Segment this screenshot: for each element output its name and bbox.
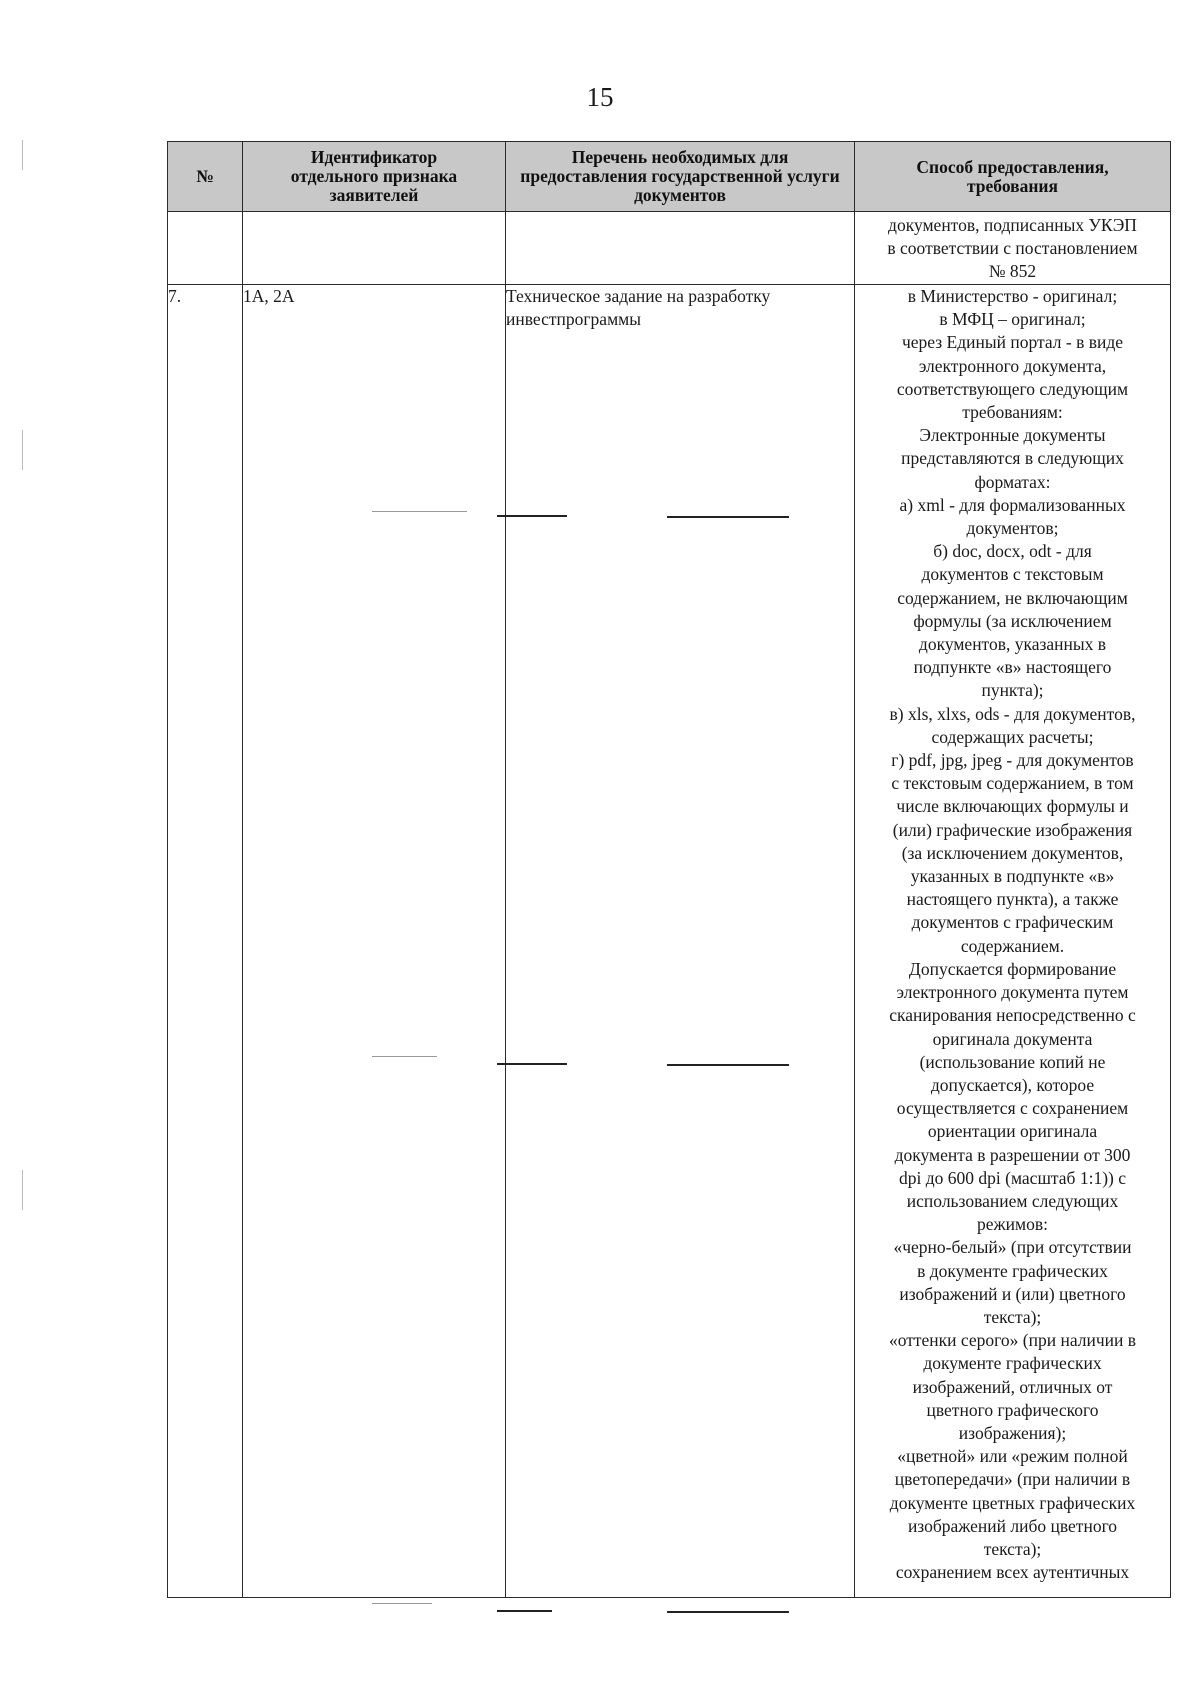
method-line: указанных в подпункте «в» [910, 866, 1115, 887]
scan-mark [497, 515, 567, 517]
cell-number: 7. [168, 285, 243, 1598]
method-line: документа в разрешении от 300 [894, 1144, 1131, 1165]
header-method-text: Способ предоставления, требования [916, 156, 1109, 196]
method-line: электронного документа, [918, 355, 1107, 376]
method-line: цветопередачи» (при наличии в [894, 1469, 1131, 1490]
cell-identifier [243, 212, 506, 285]
method-line: документов с графическим [911, 912, 1114, 933]
method-line: осуществляется с сохранением [896, 1098, 1129, 1119]
method-line: изображений, отличных от [912, 1376, 1113, 1397]
scan-mark [667, 1064, 789, 1066]
method-line: пункта); [981, 680, 1044, 701]
method-line: в) xls, xlxs, ods - для документов, [889, 703, 1136, 724]
method-line: представляются в следующих [901, 448, 1124, 469]
method-line: в соответствии с постановлением [887, 238, 1138, 259]
table-row-7 [168, 285, 1171, 1598]
method-line: dpi до 600 dpi (масштаб 1:1)) с [899, 1167, 1126, 1188]
header-document-list-text: Перечень необходимых для предоставления государственной услуги документов [520, 147, 840, 205]
method-line: соответствующего следующим [896, 378, 1129, 399]
method-line: документов, подписанных УКЭП [888, 215, 1137, 235]
cell-method [855, 212, 1171, 285]
method-line: Допускается формирование [908, 958, 1117, 979]
method-line: сканирования непосредственно с [889, 1005, 1136, 1026]
method-line: допускается), которое [930, 1074, 1095, 1095]
table-row-continuation [168, 212, 1171, 285]
method-line: (за исключением документов, [901, 842, 1124, 863]
scan-mark [497, 1063, 567, 1065]
header-method [855, 142, 1171, 212]
method-line: содержащих расчеты; [931, 726, 1094, 747]
method-line: настоящего пункта), а также [906, 889, 1119, 910]
documents-table [167, 141, 1171, 1598]
scan-mark [372, 1603, 432, 1604]
page-number: 15 [586, 82, 614, 112]
method-line: документов, указанных в [918, 634, 1107, 655]
method-line: текста); [983, 1538, 1042, 1559]
cell-number [168, 212, 243, 285]
method-line: содержанием, не включающим [897, 587, 1128, 608]
method-line: документов; [966, 518, 1059, 539]
scan-mark [667, 1611, 789, 1613]
method-line: изображения); [958, 1422, 1067, 1443]
method-line: изображений либо цветного [907, 1515, 1118, 1536]
method-line: г) pdf, jpg, jpeg - для документов [891, 750, 1134, 771]
method-line: требованиям: [962, 402, 1063, 423]
method-line: № 852 [988, 261, 1037, 282]
scan-mark [22, 1170, 23, 1210]
method-line: а) xml - для формализованных [899, 494, 1126, 515]
method-line: в МФЦ – оригинал; [939, 309, 1086, 330]
method-line: в Министерство - оригинал; [907, 286, 1118, 306]
scan-mark [22, 140, 23, 170]
method-line: «оттенки серого» (при наличии в [888, 1330, 1137, 1351]
header-identifier-text: Идентификатор отдельного признака заявителей [290, 147, 458, 205]
header-identifier [243, 142, 506, 212]
method-line: изображений и (или) цветного [899, 1283, 1126, 1304]
header-number: № [168, 142, 243, 212]
method-line: через Единый портал - в виде [901, 332, 1124, 353]
method-line: текста); [983, 1306, 1042, 1327]
method-line: цветного графического [926, 1399, 1099, 1420]
header-document-list [506, 142, 855, 212]
table-header-row [168, 142, 1171, 212]
method-line: «цветной» или «режим полной [897, 1446, 1128, 1467]
method-line: форматах: [974, 471, 1051, 492]
method-line: электронного документа путем [896, 982, 1129, 1003]
method-line: «черно-белый» (при отсутствии [893, 1237, 1132, 1258]
method-line: б) doc, docx, odt - для [933, 541, 1092, 562]
method-line: оригинала документа [932, 1028, 1093, 1049]
method-line: Электронные документы [919, 425, 1106, 446]
method-line: с текстовым содержанием, в том [891, 773, 1134, 794]
method-line: ориентации оригинала [927, 1121, 1098, 1142]
scan-mark [372, 511, 467, 512]
method-line: содержанием. [960, 935, 1065, 956]
method-line: подпункте «в» настоящего [913, 657, 1112, 678]
scan-mark [372, 1056, 437, 1057]
method-line: в документе графических [917, 1260, 1108, 1281]
method-line: формулы (за исключением [913, 610, 1112, 631]
method-line: режимов: [977, 1214, 1048, 1235]
method-line: использованием следующих [906, 1190, 1119, 1211]
cell-document: Техническое задание на разработку инвестпрограммы [506, 285, 855, 1598]
scan-mark [497, 1610, 552, 1612]
cell-document [506, 212, 855, 285]
method-line: (или) графические изображения [892, 819, 1133, 840]
method-line: документе цветных графических [889, 1492, 1136, 1513]
method-line: (использование копий не [919, 1051, 1106, 1072]
cell-identifier: 1А, 2А [243, 285, 506, 1598]
method-line: числе включающих формулы и [896, 796, 1129, 817]
scan-mark [22, 430, 23, 470]
method-line: сохранением всех аутентичных [895, 1562, 1130, 1583]
scan-mark [667, 516, 789, 518]
method-line: документов с текстовым [921, 564, 1104, 585]
method-line: документе графических [923, 1353, 1102, 1374]
cell-method [855, 285, 1171, 1598]
